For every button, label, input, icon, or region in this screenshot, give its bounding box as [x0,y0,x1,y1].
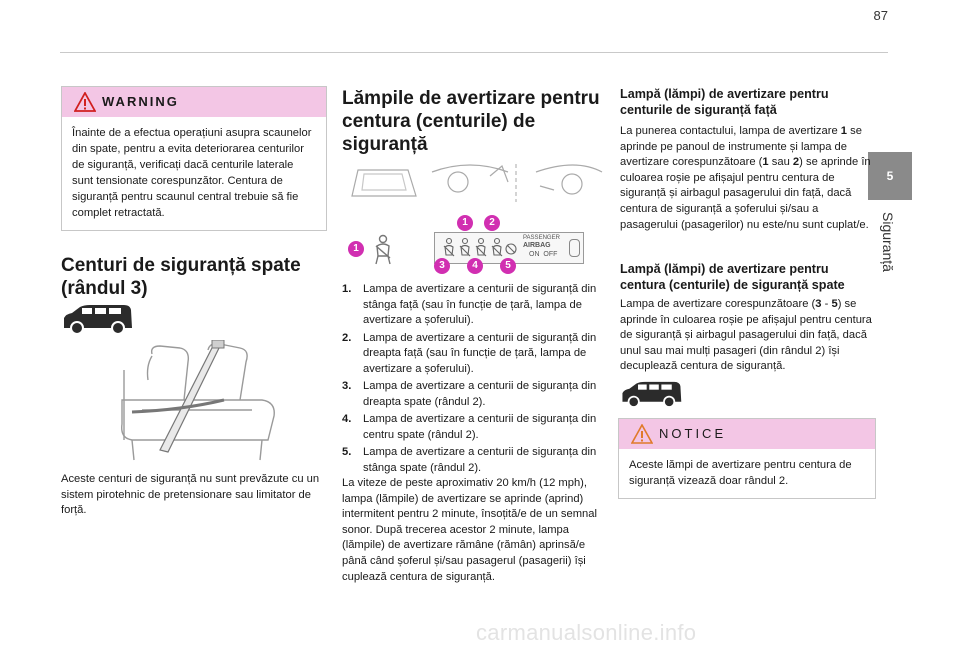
callout-5-panel: 5 [500,258,516,274]
callout-4-panel: 4 [467,258,483,274]
callout-2-panel: 2 [484,215,500,231]
chapter-label-text: Siguranță [880,212,896,272]
list-item: 5. Lampa de avertizare a centurii de siguranța din stânga spate (rândul 2). [342,446,597,474]
notice-title: NOTICE [659,426,727,441]
vehicle-side-icon [619,379,683,409]
warning-lamps-list [342,282,604,478]
warning-title: WARNING [102,94,179,109]
panel-airbag-label: AIRBAG [523,242,551,249]
warning-box [61,86,327,231]
rear-belts-text: Aceste centuri de siguranță nu sunt prevăzute cu un sistem pirotehnic de pretensionare sau limitator de forță. [61,473,320,517]
front-lamps-text: La punerea contactului, lampa de avertizare 1 se aprinde pe panoul de instrumente și lampa de avertizare corespunzătoare (1 sau 2) se aprinde în culoarea roșie pe afișajul pentru centura de siguranță și airbagul pasagerului din față, dacă centura de siguranță a șoferului și/sau a pasagerului (pasagerilor) nu este/nu sunt cuplat/e. [620,125,871,231]
warning-lamps-paragraph: La viteze de peste aproximativ 20 km/h (12 mph), lampa (lămpile) de avertizare se aprinde (aprind) intermitent pentru 2 minute, însoțită/e de un semnal sonor. După trecerea acestor 2 minute, lampa (lămpile) de avertizare rămâne (rămân) aprinsă/e până când șoferul și/sau pasagerul (pasagerii) își cuplează centura de siguranță. [342,477,597,583]
callout-1-instrument: 1 [348,241,364,257]
rear-belts-heading: Centuri de siguranță spate (rândul 3) [61,255,301,299]
warning-text: Înainte de a efectua operațiuni asupra scaunelor din spate, pentru a evita deteriorarea centurilor de siguranță, verificați dacă centurile laterale sunt tensionate corespunzător. Centura de siguranță pentru scaunul central trebuie să fie complet retractată. [72,127,312,219]
watermark: carmanualsonline.info [476,620,697,645]
warning-triangle-icon [74,92,96,112]
instrument-panel-illustration [340,156,610,206]
list-item: 3. Lampa de avertizare a centurii de siguranța din dreapta spate (rândul 2). [342,380,597,408]
seatbelt-warning-lamp-icon [368,234,398,266]
list-item: 2. Lampa de avertizare a centurii de siguranță din dreapta față (sau în funcție de țară, lampa de avertizare a șoferului). [342,331,597,375]
vehicle-side-icon [60,302,134,336]
list-item: 4. Lampa de avertizare a centurii de siguranța din centru spate (rândul 2). [342,413,597,441]
notice-triangle-icon [631,424,653,444]
panel-passenger-label: PASSENGER [523,235,560,241]
chapter-label [868,212,908,302]
notice-box-header [619,419,875,449]
callout-3-panel: 3 [434,258,450,274]
rear-seat-belt-illustration [112,340,288,466]
panel-on-off-label: ON OFF [529,251,558,258]
notice-text: Aceste lămpi de avertizare pentru centura de siguranță vizează doar rândul 2. [629,459,852,487]
warning-lamps-heading: Lămpile de avertizare pentru centura (centurile) de siguranță [342,88,600,155]
warning-box-header [62,87,326,117]
header-rule [60,52,888,53]
panel-airbag-icon [569,239,580,257]
notice-box [618,418,876,499]
rear-lamps-text: Lampa de avertizare corespunzătoare (3 - 5) se aprinde în culoarea roșie pe afișajul pentru centura de siguranță și airbagul pasagerului din față, dacă unul sau mai mulți pasageri (din rândul 2) își decuplează centura de siguranță. [620,298,872,373]
list-item: 1. Lampa de avertizare a centurii de siguranță din stânga față (sau în funcție de țară, lampa de avertizare a șoferului). [342,283,597,326]
callout-1-panel: 1 [457,215,473,231]
chapter-tab[interactable]: 5 [868,152,912,200]
front-lamps-heading: Lampă (lămpi) de avertizare pentru centurile de siguranță față [620,87,829,117]
rear-lamps-heading: Lampă (lămpi) de avertizare pentru centura (centurile) de siguranță spate [620,262,845,292]
page-number: 87 [873,8,888,23]
